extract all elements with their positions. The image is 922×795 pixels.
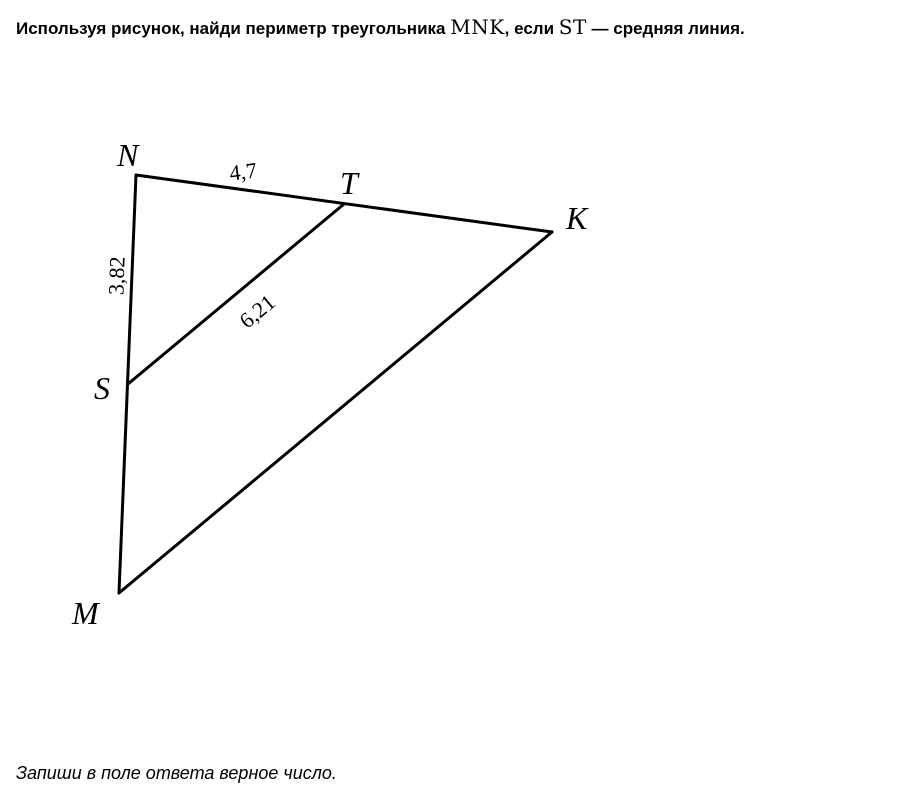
vertex-label-K: K: [566, 200, 588, 236]
point-label-T: T: [340, 165, 358, 201]
segment-name: ST: [558, 15, 587, 39]
task-middle: , если: [504, 19, 559, 38]
length-label-NS: 3,82: [103, 256, 130, 296]
length-label-NT: 4,7: [227, 157, 259, 186]
task-suffix: — средняя линия.: [586, 19, 745, 38]
triangle-name: MNK: [450, 15, 505, 39]
length-label-ST: 6,21: [234, 289, 280, 334]
task-prefix: Используя рисунок, найди периметр треугольника: [16, 19, 451, 38]
vertex-label-N: N: [117, 137, 139, 173]
side-KM: [119, 232, 552, 593]
midline-ST: [128, 204, 344, 384]
vertex-label-M: M: [72, 595, 99, 631]
point-label-S: S: [94, 370, 110, 406]
answer-instruction: Запиши в поле ответа верное число.: [16, 763, 337, 783]
